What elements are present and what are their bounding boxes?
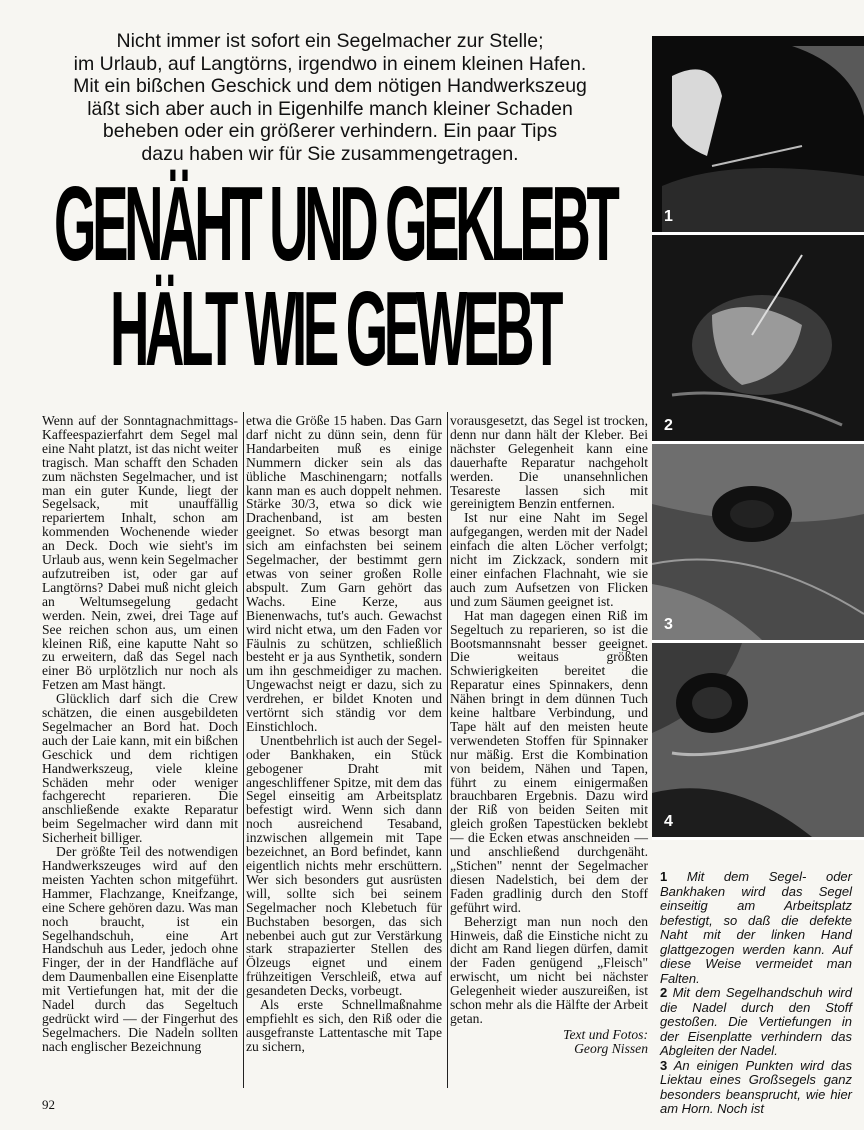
page-number: 92 (42, 1097, 55, 1112)
photo-3 (652, 444, 864, 643)
photo-number: 4 (664, 813, 673, 830)
article-column-1 (42, 414, 238, 1054)
paragraph: Wenn auf der Sonntagnachmittags-Kaffeespazierfahrt dem Segel mal eine Naht platzt, ist das nicht weiter tragisch. Man schafft den Schaden zum nächsten Segelmacher, und ist man ein guter Kunde, liegt der Segelsack, mit unauffällig repariertem Inhalt, schon am kommenden Wochenende wieder an Deck. Doch wie sieht's im Urlaub aus, wenn kein Segelmacher aufzutreiben ist, oder gar auf Langtörns? Dabei muß nicht gleich an Weltumsegelung gedacht werden. Nein, zwei, drei Tage auf See reichen schon aus, um einen kleinen Riß, eine kaputte Naht so zu erweitern, daß das Segel nach einer Bö urplötzlich nur noch als Fetzen am Mast hängt. (42, 413, 238, 693)
sail-hook-photo (652, 36, 864, 232)
paragraph: Beherzigt man nun noch den Hinweis, daß die Einstiche nicht zu dicht am Rand liegen dürfen, damit der Faden genügend „Fleisch" erwischt, um nicht bei nächster Gelegenheit wieder auszureißen, ist schon mehr als die Hälfte der Arbeit getan. (450, 913, 648, 1026)
paragraph: Ist nur eine Naht im Segel aufgegangen, werden mit der Nadel einfach die alten Löcher verfolgt; nicht im Zickzack, sondern mit einer einfachen Flachnaht, wie sie auch zum Aufsetzen von Flicken und zum Säumen geeignet ist. (450, 510, 648, 609)
caption-text: Mit dem Segel- oder Bankhaken wird das Segel einseitig am Arbeitsplatz befestigt, so daß die defekte Naht mit der linken Hand glattgezogen werden kann. Auf diese Weise vermeidet man Falten. (660, 869, 852, 986)
paragraph: Unentbehrlich ist auch der Segel- oder Bankhaken, ein Stück gebogener Draht mit angeschliffener Spitze, mit dem das Segel einseitig am Arbeitsplatz befestigt wird. Wenn sich dann noch ausreichend Tesaband, inzwischen allgemein mit Tape bezeichnet, an Bord befindet, kann eigentlich nichts mehr erschüttern. Wer sich besonders gut ausrüsten will, sollte sich bei seinem Segelmacher noch Klebetuch für Buchstaben besorgen, das sich nebenbei auch gut zur Verstärkung stark strapazierter Stellen des Ölzeugs eignet und einem frühzeitigen Verschleiß, etwa auf gesandeten Decks, vorbeugt. (246, 732, 442, 999)
column-rule (447, 412, 448, 1088)
headline-line-2: HÄLT WIE GEWEBT (110, 269, 560, 388)
caption-number: 1 (660, 869, 668, 884)
author-credit (450, 1028, 648, 1056)
credit-label: Text und Fotos: (563, 1026, 648, 1042)
paragraph: Der größte Teil des notwendigen Handwerkszeuges wird auf den meisten Yachten schon mitgeführt. Hammer, Flachzange, Kneifzange, eine Schere gehören dazu. Was man noch braucht, ist ein Segelhandschuh, eine Art Handschuh aus Leder, jedoch ohne Finger, der in der Handfläche auf dem Daumenballen eine Eisenplatte mit Vertiefungen hat, mit der die Nadel durch das Segeltuch gedrückt wird — der Fingerhut des Segelmachers. Die Nadeln sollten nach englischer Bezeichnung (42, 844, 238, 1054)
article-column-3 (450, 414, 648, 1056)
caption-2 (660, 986, 852, 1059)
paragraph: etwa die Größe 15 haben. Das Garn darf nicht zu dünn sein, denn für Handarbeiten muß es einige Nummern dicker sein als das übliche Maschinengarn; notfalls kann man es auch doppelt nehmen. Stärke 30/3, etwa so dick wie Drachenband, ist am besten geeignet. So etwas besorgt man sich am einfachsten bei seinem Segelmacher, der bestimmt gern etwas von seiner großen Rolle abspult. Zum Garn gehört das Wachs. Eine Kerze, aus Bienenwachs, tut's auch. Gewachst wird nicht etwa, um den Faden vor Fäulnis zu schützen, schließlich besteht er ja aus Synthetik, sondern um ihn geschmeidiger zu machen. Ungewachst neigt er dazu, sich zu verdrehen, er bildet Knoten und vertörnt sich ständig vor dem Einstichloch. (246, 413, 442, 734)
intro-line: beheben oder ein größerer verhindern. Ein paar Tips (102, 120, 558, 142)
caption-3 (660, 1059, 852, 1117)
credit-author: Georg Nissen (574, 1040, 648, 1056)
caption-1 (660, 870, 852, 986)
paragraph: Als erste Schnellmaßnahme empfiehlt es sich, den Riß oder die ausgefranste Lattentasche mit Tape zu sichern, (246, 997, 442, 1054)
photo-2 (652, 235, 864, 444)
photo-4 (652, 643, 864, 840)
headline-line-1: GENÄHT UND GEKLEBT (54, 164, 616, 283)
paragraph: Glücklich darf sich die Crew schätzen, die einen ausgebildeten Segelmacher an Bord hat. Doch auch der Laie kann, mit ein bißchen Geschick und dem richtigen Handwerkszeug, viele kleine Schäden mehr oder weniger fachgerecht reparieren. Die anschließende exakte Reparatur beim Segelmacher wird dann mit Sicherheit billiger. (42, 691, 238, 846)
sail-horn-photo (652, 444, 864, 640)
photo-number: 2 (664, 417, 673, 434)
sail-eyelet-photo (652, 643, 864, 837)
intro-line: läßt sich aber auch in Eigenhilfe manch kleiner Schaden (87, 97, 573, 120)
caption-number: 2 (660, 985, 668, 1000)
sail-glove-photo (652, 235, 864, 441)
caption-text: Mit dem Segelhandschuh wird die Nadel durch den Stoff gestoßen. Die Vertiefungen in der Eisenplatte verhindern das Abgleiten der Nadel. (660, 985, 852, 1058)
intro-line: Mit ein bißchen Geschick und dem nötigen Handwerkszeug (73, 75, 587, 97)
intro-line: im Urlaub, auf Langtörns, irgendwo in einem kleinen Hafen. (73, 52, 587, 75)
intro-deck (30, 30, 630, 165)
paragraph: Hat man dagegen einen Riß im Segeltuch zu reparieren, so ist die Bootsmannsnaht besser geeignet. Die weitaus größten Schwierigkeiten bereitet die Reparatur eines Spinnakers, denn Nähen bringt in dem dünnen Tuch keine haltbare Verbindung, und Tape hält auf den meisten heute verwendeten Stoffen für Spinnaker nur mäßig. Erst die Kombination von beidem, Nähen und Tapen, führt zu einem einigermaßen brauchbaren Ergebnis. Dazu wird der Riß von beiden Seiten mit gleich großen Tapestücken beklebt — die Ecken etwas anschneiden — und anschließend durchgenäht. „Stichen" nennt der Segelmacher diesen Nadelstich, bei dem der Faden gradlinig durch den Stoff geführt wird. (450, 607, 648, 915)
intro-line: dazu haben wir für Sie zusammengetragen. (141, 142, 519, 165)
paragraph: vorausgesetzt, das Segel ist trocken, denn nur dann hält der Kleber. Bei nächster Gelegenheit kann eine dauerhafte Reparatur nachgeholt werden. Die unansehnlichen Tesareste lassen sich mit gereinigtem Benzin entfernen. (450, 413, 648, 512)
photo-number: 1 (664, 208, 673, 225)
photo-strip (652, 36, 864, 840)
caption-number: 3 (660, 1057, 668, 1073)
caption-text: An einigen Punkten wird das Liektau eines Großsegels ganz besonders beansprucht, wie hier am Horn. Noch ist (660, 1057, 852, 1116)
column-rule (243, 412, 244, 1088)
photo-number: 3 (664, 616, 673, 633)
article-column-2 (246, 414, 442, 1054)
photo-captions (660, 870, 852, 1117)
intro-line: Nicht immer ist sofort ein Segelmacher zur Stelle; (116, 30, 544, 52)
photo-1 (652, 36, 864, 235)
